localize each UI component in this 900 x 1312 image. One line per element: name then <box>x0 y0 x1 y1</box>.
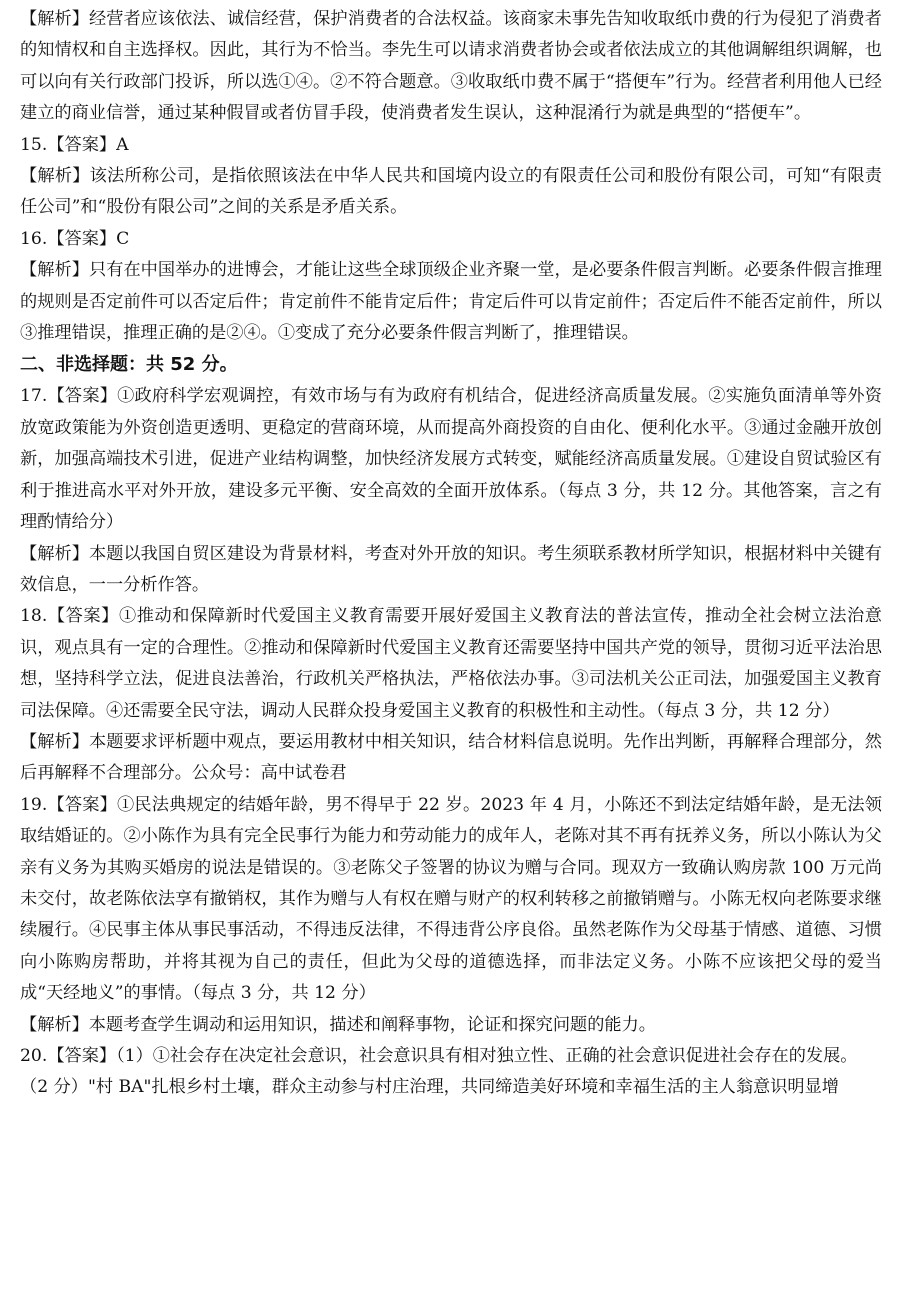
analysis-paragraph-17: 【解析】本题以我国自贸区建设为背景材料，考查对外开放的知识。考生须联系教材所学知识，根据材料中关键有效信息，一一分析作答。 <box>20 543 882 595</box>
analysis-paragraph-18: 【解析】本题要求评析题中观点，要运用教材中相关知识，结合材料信息说明。先作出判断，再解释合理部分，然后再解释不合理部分。公众号：高中试卷君 <box>20 731 882 784</box>
answer-20-part-2: （2 分）"村 BA"扎根乡村土壤，群众主动参与村庄治理，共同缔造美好环境和幸福生活的主人翁意识明显增 <box>20 1077 839 1098</box>
analysis-paragraph-14: 【解析】经营者应该依法、诚信经营，保护消费者的合法权益。该商家未事先告知收取纸巾费的行为侵犯了消费者的知情权和自主选择权。因此，其行为不恰当。李先生可以请求消费者协会或者依法成立的其他调解组织调解，也可以向有关行政部门投诉，所以选①④。②不符合题意。③收取纸巾费不属于“搭便车”行为。经营者利用他人已经建立的商业信誉，通过某种假冒或者仿冒手段，使消费者发生误认，这种混淆行为就是典型的“搭便车”。 <box>20 9 882 124</box>
answer-15: 15.【答案】A <box>20 134 129 155</box>
analysis-paragraph-19: 【解析】本题考查学生调动和运用知识，描述和阐释事物，论证和探究问题的能力。 <box>20 1014 656 1035</box>
section-heading-non-choice: 二、非选择题：共 52 分。 <box>20 354 238 376</box>
analysis-paragraph-16: 【解析】只有在中国举办的进博会，才能让这些全球顶级企业齐聚一堂，是必要条件假言判断。必要条件假言推理的规则是否定前件可以否定后件；肯定前件不能肯定后件；肯定后件可以肯定前件；否定后件不能否定前件，所以③推理错误，推理正确的是②④。①变成了充分必要条件假言判断了，推理错误。 <box>20 260 882 344</box>
document-page <box>20 4 882 1104</box>
answer-17: 17.【答案】①政府科学宏观调控，有效市场与有为政府有机结合，促进经济高质量发展。②实施负面清单等外资放宽政策能为外资创造更透明、更稳定的营商环境，从而提高外商投资的自由化、便利化水平。③通过金融开放创新，加强高端技术引进，促进产业结构调整，加快经济发展方式转变，赋能经济高质量发展。①建设自贸试验区有利于推进高水平对外开放，建设多元平衡、安全高效的全面开放体系。（每点 3 分，共 12 分。其他答案，言之有理酌情给分） <box>20 386 882 533</box>
answer-16: 16.【答案】C <box>20 228 130 249</box>
answer-19: 19.【答案】①民法典规定的结婚年龄，男不得早于 22 岁。2023 年 4 月，小陈还不到法定结婚年龄，是无法领取结婚证的。②小陈作为具有完全民事行为能力和劳动能力的成年人，老陈对其不再有抚养义务，所以小陈认为父亲有义务为其购买婚房的说法是错误的。③老陈父子签署的协议为赠与合同。现双方一致确认购房款 100 万元尚未交付，故老陈依法享有撤销权，其作为赠与人有权在赠与财产的权利转移之前撤销赠与。小陈无权向老陈要求继续履行。④民事主体从事民事活动，不得违反法律，不得违背公序良俗。虽然老陈作为父母基于情感、道德、习惯向小陈购房帮助，并将其视为自己的责任，但此为父母的道德选择，而非法定义务。小陈不应该把父母的爱当成“天经地义”的事情。（每点 3 分，共 12 分） <box>20 794 882 1004</box>
answer-20-part-1: 20.【答案】（1）①社会存在决定社会意识，社会意识具有相对独立性、正确的社会意识促进社会存在的发展。 <box>20 1046 858 1066</box>
answer-18: 18.【答案】①推动和保障新时代爱国主义教育需要开展好爱国主义教育法的普法宣传，推动全社会树立法治意识，观点具有一定的合理性。②推动和保障新时代爱国主义教育还需要坚持中国共产党的领导，贯彻习近平法治思想，坚持科学立法，促进良法善治，行政机关严格执法，严格依法办事。③司法机关公正司法，加强爱国主义教育司法保障。④还需要全民守法，调动人民群众投身爱国主义教育的积极性和主动性。（每点 3 分，共 12 分） <box>20 606 882 721</box>
analysis-paragraph-15: 【解析】该法所称公司，是指依照该法在中华人民共和国境内设立的有限责任公司和股份有限公司，可知“有限责任公司”和“股份有限公司”之间的关系是矛盾关系。 <box>20 166 882 218</box>
